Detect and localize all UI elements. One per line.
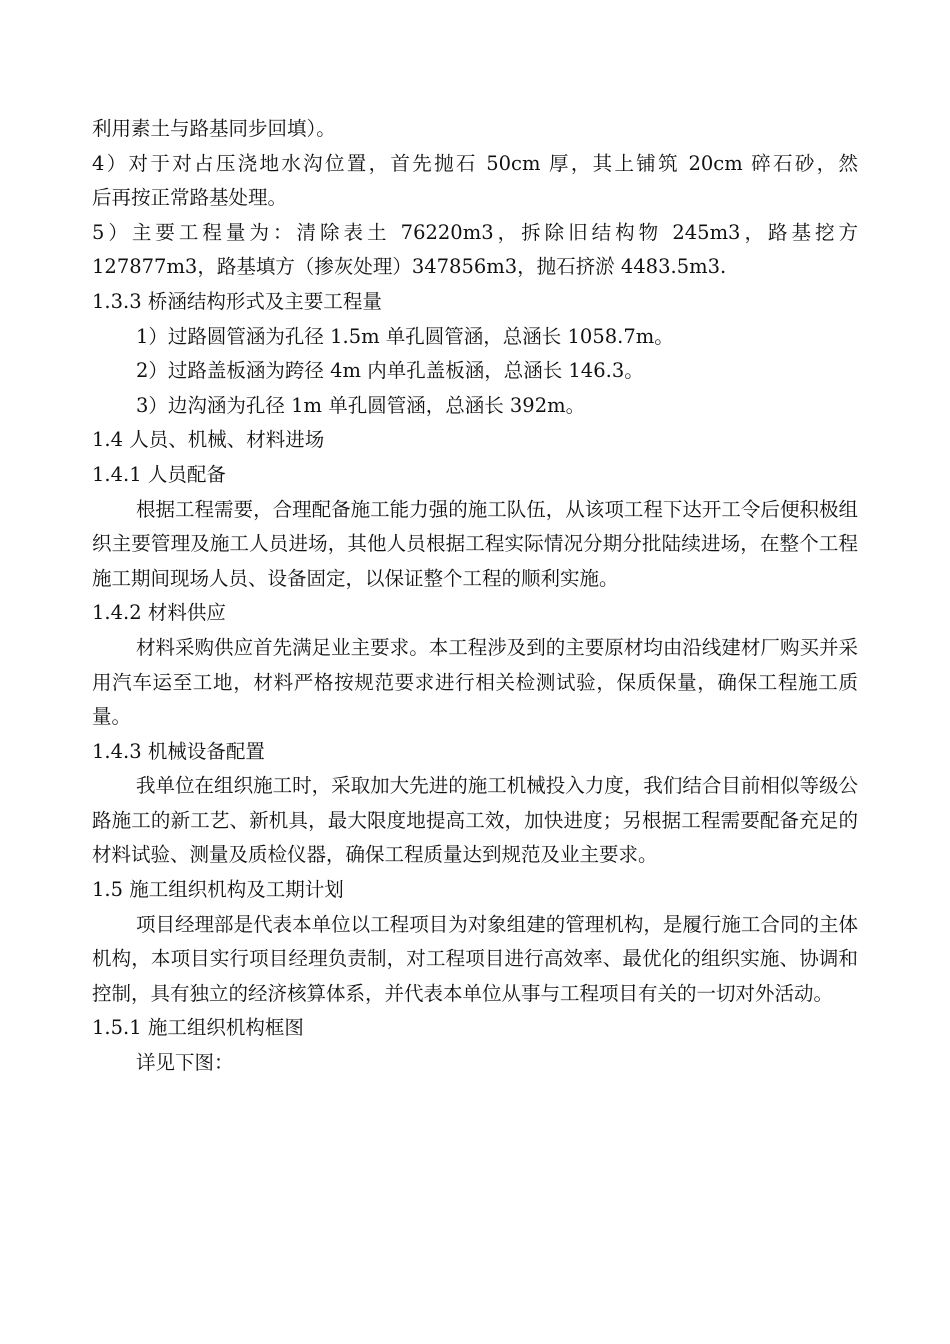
list-item: 1）过路圆管涵为孔径 1.5m 单孔圆管涵，总涵长 1058.7m。 [136,324,674,348]
text-line: 后再按正常路基处理。 [92,186,288,210]
text-line: 4）对于对占压浇地水沟位置，首先抛石 50cm 厚，其上铺筑 20cm 碎石砂，然 [92,151,858,175]
section-heading-1-5: 1.5 施工组织机构及工期计划 [92,878,344,902]
list-item: 2）过路盖板涵为跨径 4m 内单孔盖板涵，总涵长 146.3。 [136,359,644,383]
section-heading-1-3-3: 1.3.3 桥涵结构形式及主要工程量 [92,289,382,313]
text-line: 5）主要工程量为：清除表土 76220m3，拆除旧结构物 245m3，路基挖方 [92,220,858,244]
paragraph: 项目经理部是代表本单位以工程项目为对象组建的管理机构，是履行施工合同的主体机构，本项目实行项目经理负责制，对工程项目进行高效率、最优化的组织实施、协调和控制，具有独立的经济核算体系，并代表本单位从事与工程项目有关的一切对外活动。 [92,912,858,1005]
text-line: 127877m3，路基填方（掺灰处理）347856m3，抛石挤淤 4483.5m3. [92,255,727,279]
section-heading-1-4-3: 1.4.3 机械设备配置 [92,739,265,763]
document-page [92,112,858,1081]
paragraph: 详见下图： [136,1051,234,1075]
section-heading-1-5-1: 1.5.1 施工组织机构框图 [92,1016,304,1040]
text-line: 利用素土与路基同步回填）。 [92,117,336,140]
section-heading-1-4: 1.4 人员、机械、材料进场 [92,428,325,452]
paragraph: 根据工程需要，合理配备施工能力强的施工队伍，从该项工程下达开工令后便积极组织主要管理及施工人员进场，其他人员根据工程实际情况分期分批陆续进场，在整个工程施工期间现场人员、设备固定，以保证整个工程的顺利实施。 [92,497,858,590]
section-heading-1-4-2: 1.4.2 材料供应 [92,601,226,625]
list-item: 3）边沟涵为孔径 1m 单孔圆管涵，总涵长 392m。 [136,393,586,417]
paragraph: 我单位在组织施工时，采取加大先进的施工机械投入力度，我们结合目前相似等级公路施工的新工艺、新机具，最大限度地提高工效，加快进度；另根据工程需要配备充足的材料试验、测量及质检仪器，确保工程质量达到规范及业主要求。 [92,774,858,867]
paragraph: 材料采购供应首先满足业主要求。本工程涉及到的主要原材均由沿线建材厂购买并采用汽车运至工地，材料严格按规范要求进行相关检测试验，保质保量，确保工程施工质量。 [92,635,858,729]
section-heading-1-4-1: 1.4.1 人员配备 [92,462,226,486]
